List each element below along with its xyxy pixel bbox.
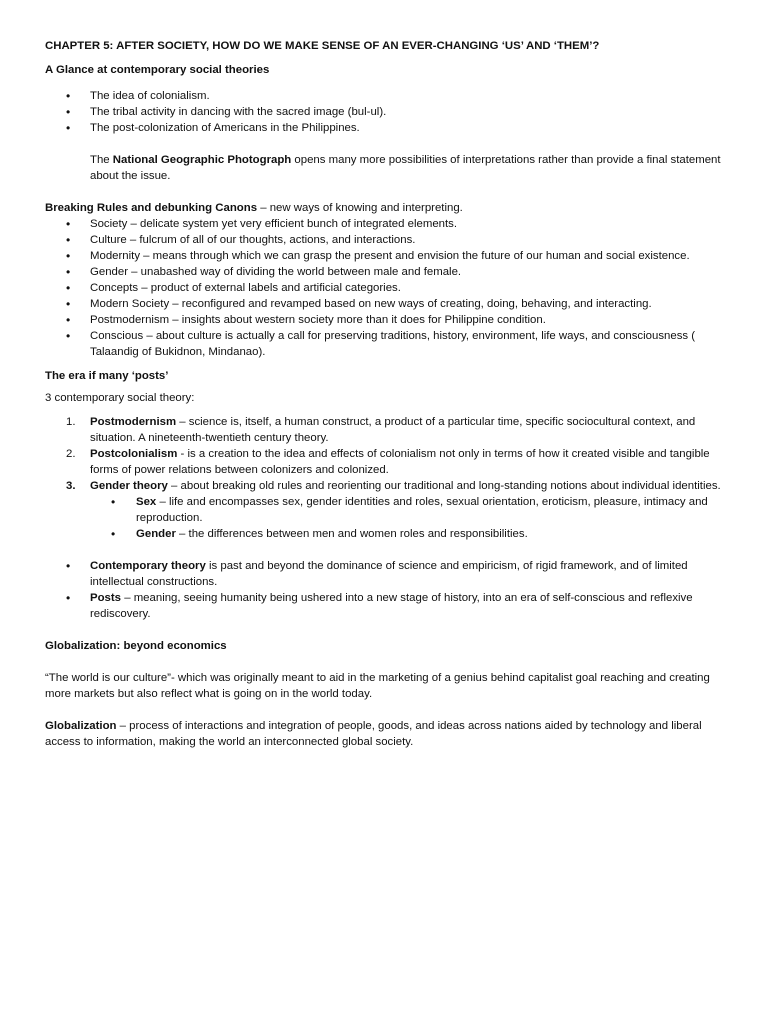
chapter-title: CHAPTER 5: AFTER SOCIETY, HOW DO WE MAKE SENSE OF AN EVER-CHANGING ‘US’ AND ‘THEM’? bbox=[45, 40, 600, 52]
glance-paragraph: The National Geographic Photograph opens many more possibilities of interpretations rather than provide a final statement about the issue. bbox=[90, 154, 721, 182]
globalization-heading: Globalization: beyond economics bbox=[45, 640, 227, 652]
globalization-definition: Globalization – process of interactions and integration of people, goods, and ideas across nations aided by technology and liberal access to information, making the world an interconnected global society. bbox=[45, 720, 702, 748]
list-item: 1. Postmodernism – science is, itself, a human construct, a product of a particular time, specific sociocultural context, and situation. A nineteenth-twentieth century theory. bbox=[66, 416, 696, 444]
era-heading: The era if many ‘posts’ bbox=[45, 370, 169, 382]
list-item: • Conscious – about culture is actually a call for preserving traditions, history, environment, life ways, and consciousness ( Talaandig of Bukidnon, Mindanao). bbox=[45, 328, 722, 360]
list-item: • Posts – meaning, seeing humanity being ushered into a new stage of history, into an era of self-conscious and reflexive rediscovery. bbox=[45, 590, 722, 622]
gender-sublist bbox=[45, 494, 722, 542]
emphasis: National Geographic Photograph bbox=[112, 154, 292, 166]
breaking-heading: Breaking Rules and debunking Canons – new ways of knowing and interpreting. bbox=[45, 202, 463, 214]
glance-list bbox=[45, 88, 722, 136]
breaking-list bbox=[45, 216, 722, 360]
list-item: • Society – delicate system yet very efficient bunch of integrated elements. bbox=[45, 216, 722, 232]
globalization-quote: “The world is our culture”- which was originally meant to aid in the marketing of a genius behind capitalist goal reaching and creating more markets but also reflect what is going on in the world today. bbox=[45, 672, 710, 700]
list-item: 3. Gender theory – about breaking old rules and reorienting our traditional and long-standing notions about individual identities. bbox=[66, 480, 721, 492]
era-intro: 3 contemporary social theory: bbox=[45, 392, 195, 404]
posts-list bbox=[45, 558, 722, 622]
list-item: • The post-colonization of Americans in the Philippines. bbox=[45, 120, 722, 136]
list-item: • Gender – the differences between men and women roles and responsibilities. bbox=[45, 526, 722, 542]
list-item: • Gender – unabashed way of dividing the world between male and female. bbox=[45, 264, 722, 280]
list-item: • Postmodernism – insights about western society more than it does for Philippine condition. bbox=[45, 312, 722, 328]
glance-heading: A Glance at contemporary social theories bbox=[45, 64, 270, 76]
list-item: • Concepts – product of external labels and artificial categories. bbox=[45, 280, 722, 296]
list-item: • Modern Society – reconfigured and revamped based on new ways of creating, doing, behaving, and interacting. bbox=[45, 296, 722, 312]
list-item: • The idea of colonialism. bbox=[45, 88, 722, 104]
list-item: • The tribal activity in dancing with the sacred image (bul-ul). bbox=[45, 104, 722, 120]
list-item: • Sex – life and encompasses sex, gender identities and roles, sexual orientation, eroticism, pleasure, intimacy and reproduction. bbox=[45, 494, 722, 526]
list-item: • Contemporary theory is past and beyond the dominance of science and empiricism, of rigid framework, and of limited intellectual constructions. bbox=[45, 558, 722, 590]
theory-list bbox=[45, 414, 722, 494]
list-item: 2. Postcolonialism - is a creation to the idea and effects of colonialism not only in terms of how it created visible and tangible forms of power relations between colonizers and colonized. bbox=[66, 448, 710, 476]
list-item: • Modernity – means through which we can grasp the present and envision the future of our human and social existence. bbox=[45, 248, 722, 264]
list-item: • Culture – fulcrum of all of our thoughts, actions, and interactions. bbox=[45, 232, 722, 248]
